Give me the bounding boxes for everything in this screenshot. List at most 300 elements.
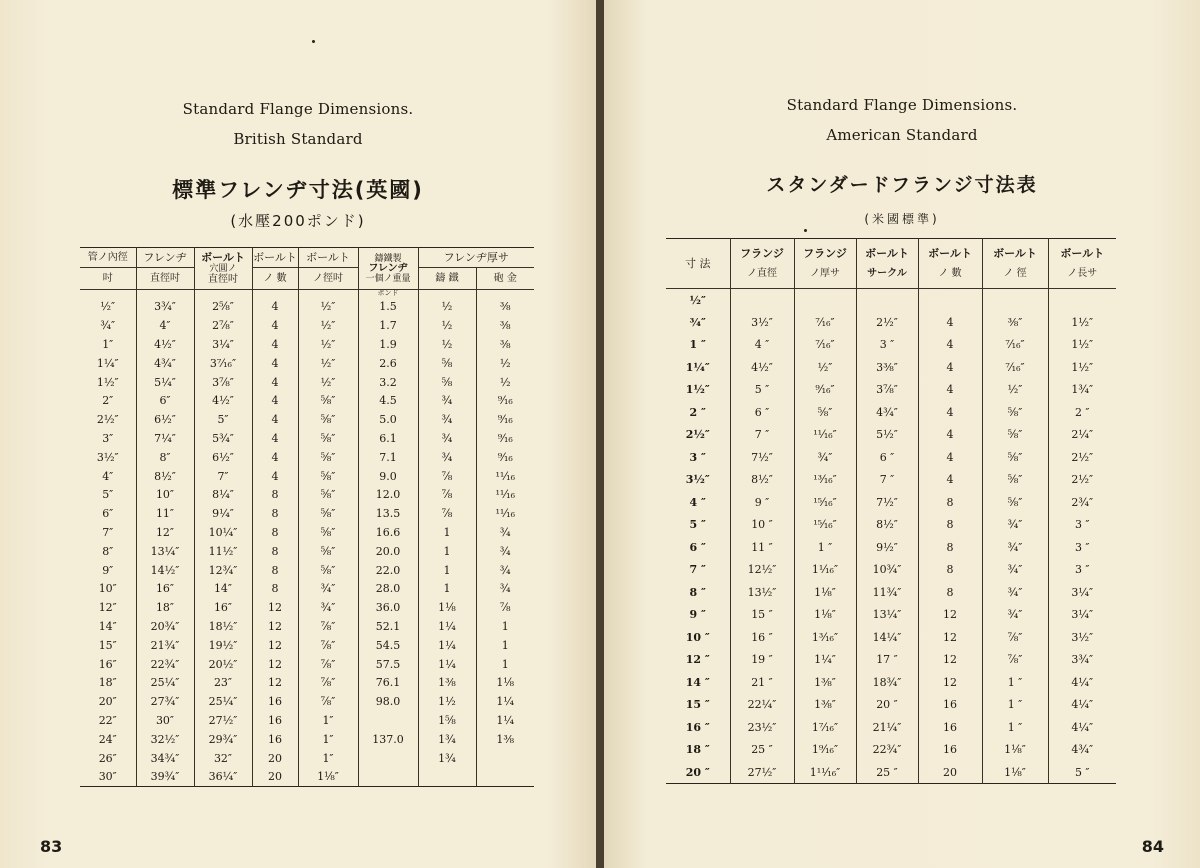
row-size-cell: 1¼″ (80, 354, 136, 373)
table-cell: 21¾″ (136, 636, 194, 655)
table-row (80, 673, 534, 692)
table-cell: 1 (476, 636, 534, 655)
table-cell: 4 (252, 391, 298, 410)
table-cell: ¾″ (982, 514, 1048, 537)
table-row (80, 298, 534, 317)
table-cell: ⅝″ (982, 491, 1048, 514)
table-cell: 3¼″ (1048, 581, 1116, 604)
table-cell: 13½″ (730, 581, 794, 604)
table-cell: 5 ″ (730, 379, 794, 402)
row-size-cell: 15″ (80, 636, 136, 655)
table-cell: 8 (918, 559, 982, 582)
table-cell: 5″ (194, 410, 252, 429)
table-cell: 2.6 (358, 354, 418, 373)
table-cell: ¹³⁄₁₆″ (794, 469, 856, 492)
table-row (666, 446, 1116, 469)
table-cell: 1¼ (476, 711, 534, 730)
british-table-body (80, 290, 534, 787)
header-cast-iron: 鑄 鐵 (418, 268, 476, 290)
table-cell: 3 ″ (856, 334, 918, 357)
table-cell: 8 (252, 579, 298, 598)
table-cell: 14½″ (136, 561, 194, 580)
table-cell (358, 711, 418, 730)
table-cell: 36.0 (358, 598, 418, 617)
table-cell: 12″ (136, 523, 194, 542)
row-size-cell: 22″ (80, 711, 136, 730)
table-cell: 3¼″ (1048, 604, 1116, 627)
table-row (80, 410, 534, 429)
table-row (80, 467, 534, 486)
table-cell (856, 289, 918, 312)
table-cell: 4 (252, 373, 298, 392)
table-cell: 11 ″ (730, 536, 794, 559)
row-size-cell: ¾″ (666, 311, 730, 334)
table-cell: ⅝″ (298, 523, 358, 542)
ink-speck (804, 229, 807, 232)
table-cell: 6½″ (194, 448, 252, 467)
table-cell (358, 749, 418, 768)
american-table-body (666, 289, 1116, 784)
table-row (80, 373, 534, 392)
table-cell: 1″ (298, 730, 358, 749)
left-page (0, 0, 596, 868)
right-country-jp: (米國標準) (864, 212, 940, 226)
header-bolt-circle-bottom: サークル (867, 267, 907, 279)
table-cell: 20 ″ (856, 694, 918, 717)
table-cell: 2¼″ (1048, 424, 1116, 447)
table-row (666, 514, 1116, 537)
row-size-cell: 5 ″ (666, 514, 730, 537)
table-cell: ¾″ (982, 559, 1048, 582)
header-flange-thk (794, 239, 856, 289)
table-row (666, 536, 1116, 559)
table-cell: 1¾ (418, 730, 476, 749)
row-size-cell: 2″ (80, 391, 136, 410)
table-cell: 1⅝ (418, 711, 476, 730)
right-title-en: Standard Flange Dimensions. (786, 96, 1018, 114)
table-cell: ⁹⁄₁₆″ (794, 379, 856, 402)
row-size-cell: 18″ (80, 673, 136, 692)
table-cell: 1½″ (1048, 334, 1116, 357)
header-bolt-circle-mid: 穴圓ノ (209, 263, 237, 274)
table-cell: 1⅜ (476, 730, 534, 749)
table-row (666, 559, 1116, 582)
table-cell: ½ (418, 316, 476, 335)
table-cell: 3¼″ (194, 335, 252, 354)
table-cell: ⅝″ (794, 401, 856, 424)
table-cell: 16 (252, 692, 298, 711)
table-cell: 14″ (194, 579, 252, 598)
page-number-left: 83 (40, 837, 63, 856)
table-cell: 5¼″ (136, 373, 194, 392)
table-cell: 9¼″ (194, 504, 252, 523)
header-weight-bottom: 一個ノ重量 (365, 273, 411, 284)
american-flange-table (666, 238, 1116, 784)
table-cell: 1 ″ (794, 536, 856, 559)
table-cell: 12 (252, 636, 298, 655)
table-cell: ¹¹⁄₁₆ (476, 485, 534, 504)
table-row (666, 289, 1116, 312)
table-cell: 36¼″ (194, 767, 252, 786)
table-cell: 7½″ (856, 491, 918, 514)
row-size-cell: 1½″ (80, 373, 136, 392)
header-bolt-circle-top: ボールト (201, 250, 245, 264)
table-cell: 14¼″ (856, 626, 918, 649)
table-cell: 137.0 (358, 730, 418, 749)
header-flange-dia: フレンヂ (136, 248, 194, 268)
table-cell: 6 ″ (730, 401, 794, 424)
table-cell (794, 289, 856, 312)
table-row (666, 694, 1116, 717)
row-size-cell: ¾″ (80, 316, 136, 335)
table-cell: 4 (252, 298, 298, 317)
table-cell: ⅞″ (298, 673, 358, 692)
table-cell: ⅜″ (982, 311, 1048, 334)
table-cell: 3⁷⁄₁₆″ (194, 354, 252, 373)
table-cell: ¾″ (982, 581, 1048, 604)
table-cell: 4¾″ (136, 354, 194, 373)
table-cell: 2½″ (1048, 446, 1116, 469)
table-cell: 3⅞″ (856, 379, 918, 402)
table-cell: 8 (252, 542, 298, 561)
header-bolt-len (1048, 239, 1116, 289)
header-bolt-dia-bottom: ノ 徑 (1003, 267, 1027, 279)
table-cell: 39¾″ (136, 767, 194, 786)
header-weight-top: 鑄鐵製 (374, 253, 402, 264)
table-cell: 12¾″ (194, 561, 252, 580)
table-cell: 8 (252, 561, 298, 580)
table-cell: 25¼″ (194, 692, 252, 711)
header-gunmetal: 砲 金 (476, 268, 534, 290)
table-cell: ¾ (476, 561, 534, 580)
table-cell: 16 ″ (730, 626, 794, 649)
table-row (80, 636, 534, 655)
table-cell: 16″ (136, 579, 194, 598)
table-cell: 7 ″ (730, 424, 794, 447)
table-cell: 1 (418, 523, 476, 542)
table-cell: 1 ″ (982, 694, 1048, 717)
table-cell: 3⅜″ (856, 356, 918, 379)
table-cell: 4 (252, 335, 298, 354)
table-cell: ¹¹⁄₁₆″ (794, 424, 856, 447)
table-cell: 25 ″ (730, 739, 794, 762)
table-cell: 20 (918, 761, 982, 784)
table-cell: 1⅜ (418, 673, 476, 692)
table-cell: 4 (918, 356, 982, 379)
table-cell: ¾ (418, 410, 476, 429)
table-cell: 27¾″ (136, 692, 194, 711)
table-cell: 52.1 (358, 617, 418, 636)
table-cell: 9 ″ (730, 491, 794, 514)
table-row (80, 579, 534, 598)
table-cell: 1¼ (476, 692, 534, 711)
table-cell: ¾ (476, 579, 534, 598)
table-row (666, 649, 1116, 672)
table-cell: 4 (918, 446, 982, 469)
row-size-cell: 4 ″ (666, 491, 730, 514)
table-cell: 4″ (136, 316, 194, 335)
table-cell: 1⁹⁄₁₆″ (794, 739, 856, 762)
table-cell: 2½″ (856, 311, 918, 334)
table-cell: 20½″ (194, 655, 252, 674)
table-cell: 6½″ (136, 410, 194, 429)
row-size-cell: 9″ (80, 561, 136, 580)
row-size-cell: 3½″ (80, 448, 136, 467)
table-cell: ⅞″ (298, 617, 358, 636)
table-row (80, 730, 534, 749)
table-row (666, 379, 1116, 402)
book-gutter (596, 0, 604, 868)
header-weight-mid: フレンヂ (368, 262, 408, 274)
table-cell: 12 (918, 626, 982, 649)
row-size-cell: 10 ″ (666, 626, 730, 649)
row-size-cell: 1 ″ (666, 334, 730, 357)
table-row (666, 491, 1116, 514)
table-cell: 4 (252, 316, 298, 335)
table-cell: 8½″ (136, 467, 194, 486)
table-row (80, 448, 534, 467)
table-row (80, 391, 534, 410)
table-cell: 1⅛″ (794, 604, 856, 627)
header-bolt-dia-top: ボールト (993, 246, 1037, 260)
table-cell: ½″ (298, 373, 358, 392)
table-cell: 15 ″ (730, 604, 794, 627)
table-cell: 12 (918, 671, 982, 694)
table-cell: ½ (418, 298, 476, 317)
table-cell: ⁹⁄₁₆ (476, 448, 534, 467)
table-row (80, 617, 534, 636)
table-cell: 16 (918, 739, 982, 762)
table-cell: 57.5 (358, 655, 418, 674)
row-size-cell: 10″ (80, 579, 136, 598)
table-row (666, 581, 1116, 604)
table-cell: 11″ (136, 504, 194, 523)
table-cell: ¹⁵⁄₁₆″ (794, 491, 856, 514)
table-cell: 4¼″ (1048, 694, 1116, 717)
table-cell: 1¹⁄₁₆″ (794, 559, 856, 582)
table-row (666, 626, 1116, 649)
table-cell: ⅞″ (298, 655, 358, 674)
table-row (80, 523, 534, 542)
table-cell: 4 (918, 334, 982, 357)
row-size-cell: 12 ″ (666, 649, 730, 672)
table-cell: 1″ (298, 711, 358, 730)
table-cell: 1 (418, 579, 476, 598)
row-size-cell: 3 ″ (666, 446, 730, 469)
table-cell: 28.0 (358, 579, 418, 598)
table-row (666, 739, 1116, 762)
table-cell: 29¾″ (194, 730, 252, 749)
table-cell: ⅝″ (298, 429, 358, 448)
left-title-jp: 標準フレンヂ寸法(英國) (172, 178, 424, 202)
header-bolt-count-top: ボールト (928, 246, 972, 260)
row-size-cell: 1¼″ (666, 356, 730, 379)
table-cell: 3¾″ (136, 298, 194, 317)
table-cell: ⁹⁄₁₆ (476, 410, 534, 429)
table-cell: 3¾″ (1048, 649, 1116, 672)
table-cell: 8½″ (856, 514, 918, 537)
table-cell: 1¹¹⁄₁₆″ (794, 761, 856, 784)
table-cell: 1½″ (1048, 356, 1116, 379)
header-bolt-circle (856, 239, 918, 289)
table-cell: ¹⁵⁄₁₆″ (794, 514, 856, 537)
table-cell: ⅝″ (298, 448, 358, 467)
header-flange-unit: 直徑吋 (136, 268, 194, 290)
table-cell (730, 289, 794, 312)
table-cell: 8 (918, 536, 982, 559)
table-cell: ⅝″ (298, 391, 358, 410)
table-cell: ⅞ (418, 504, 476, 523)
table-cell: 20¾″ (136, 617, 194, 636)
table-cell: 18¾″ (856, 671, 918, 694)
table-cell: 6 ″ (856, 446, 918, 469)
table-row (666, 671, 1116, 694)
header-flange-dia (730, 239, 794, 289)
header-bolt-len-top: ボールト (1060, 246, 1105, 260)
table-cell: 4½″ (730, 356, 794, 379)
table-cell: ⅞ (418, 485, 476, 504)
table-cell: 12 (918, 604, 982, 627)
row-size-cell: 2½″ (80, 410, 136, 429)
right-page (604, 0, 1200, 868)
row-size-cell: 4″ (80, 467, 136, 486)
table-cell: 1½″ (1048, 311, 1116, 334)
table-cell: 3½″ (1048, 626, 1116, 649)
header-flange-thk-top: フランジ (803, 246, 847, 260)
table-row (80, 316, 534, 335)
header-bolt-len-bottom: ノ長サ (1067, 267, 1098, 279)
row-size-cell: 8″ (80, 542, 136, 561)
header-bolt-count-unit: ノ 數 (252, 268, 298, 290)
table-cell: 4¼″ (1048, 671, 1116, 694)
table-cell: ½″ (298, 298, 358, 317)
row-size-cell: 2 ″ (666, 401, 730, 424)
table-cell: 5½″ (856, 424, 918, 447)
table-cell: 8 (252, 485, 298, 504)
table-cell: 12 (918, 649, 982, 672)
table-cell: 7¼″ (136, 429, 194, 448)
header-bolt-dia-unit: ノ徑吋 (298, 268, 358, 290)
table-cell: 16 (918, 694, 982, 717)
table-cell: 1¾ (418, 749, 476, 768)
table-cell: 8 (252, 523, 298, 542)
header-bolt-circle (194, 248, 252, 290)
table-cell: 7.1 (358, 448, 418, 467)
table-cell: 27½″ (730, 761, 794, 784)
table-cell: 9½″ (856, 536, 918, 559)
table-cell: 4½″ (136, 335, 194, 354)
table-cell: ⁷⁄₁₆″ (982, 334, 1048, 357)
table-row (80, 655, 534, 674)
table-cell: 11¾″ (856, 581, 918, 604)
table-cell: ½″ (298, 335, 358, 354)
table-cell: 22.0 (358, 561, 418, 580)
row-size-cell: 6 ″ (666, 536, 730, 559)
table-cell: 1⅜″ (794, 671, 856, 694)
table-cell: ¾″ (298, 598, 358, 617)
table-row (666, 424, 1116, 447)
header-bolt-count-bottom: ノ 數 (938, 267, 962, 279)
table-cell: 23″ (194, 673, 252, 692)
header-bolt-count: ボールト (252, 248, 298, 268)
table-cell: 17 ″ (856, 649, 918, 672)
table-cell: 98.0 (358, 692, 418, 711)
table-cell: 4 (918, 424, 982, 447)
row-size-cell: 24″ (80, 730, 136, 749)
table-cell: ⅝ (418, 373, 476, 392)
table-cell (358, 767, 418, 786)
table-cell (476, 749, 534, 768)
table-cell: 1⅛″ (298, 767, 358, 786)
table-cell: 4 (918, 469, 982, 492)
table-cell: 21¼″ (856, 716, 918, 739)
table-cell: 4 (918, 379, 982, 402)
row-size-cell: 14″ (80, 617, 136, 636)
table-cell: ⅝″ (982, 401, 1048, 424)
table-cell: ⅜ (476, 316, 534, 335)
table-cell: 6″ (136, 391, 194, 410)
table-cell: ⅞″ (982, 649, 1048, 672)
row-size-cell: 6″ (80, 504, 136, 523)
table-cell: 2⅝″ (194, 298, 252, 317)
table-cell: 4 (252, 429, 298, 448)
table-row (666, 716, 1116, 739)
header-flange-dia-bottom: ノ直徑 (747, 267, 777, 279)
row-size-cell: 2½″ (666, 424, 730, 447)
table-cell: 4 (918, 311, 982, 334)
table-row (80, 504, 534, 523)
table-cell: 8 (918, 491, 982, 514)
row-size-cell: ½″ (666, 289, 730, 312)
table-cell: ⅞ (476, 598, 534, 617)
table-cell: ⅞″ (298, 692, 358, 711)
table-cell: ½″ (298, 316, 358, 335)
table-cell: ⅜ (476, 298, 534, 317)
row-size-cell: ½″ (80, 298, 136, 317)
table-cell: 20 (252, 767, 298, 786)
row-size-cell: 15 ″ (666, 694, 730, 717)
table-cell: 34¾″ (136, 749, 194, 768)
table-cell: ½″ (298, 354, 358, 373)
table-cell: ⅞″ (298, 636, 358, 655)
row-size-cell: 3″ (80, 429, 136, 448)
row-size-cell: 9 ″ (666, 604, 730, 627)
table-cell: 2½″ (1048, 469, 1116, 492)
table-cell: 8″ (136, 448, 194, 467)
header-thickness: フレンヂ厚サ (418, 248, 534, 268)
row-size-cell: 12″ (80, 598, 136, 617)
header-pipe-unit: 吋 (80, 268, 136, 290)
weight-unit-label: ポンド (358, 290, 418, 298)
table-cell: 1 (418, 542, 476, 561)
table-cell: 54.5 (358, 636, 418, 655)
table-cell: 9.0 (358, 467, 418, 486)
table-cell: 1³⁄₁₆″ (794, 626, 856, 649)
table-row (80, 767, 534, 786)
table-cell: 32″ (194, 749, 252, 768)
table-cell: 2 ″ (1048, 401, 1116, 424)
table-cell: 1 ″ (982, 671, 1048, 694)
table-cell: ⅝″ (298, 561, 358, 580)
table-cell: 10¼″ (194, 523, 252, 542)
table-cell (476, 767, 534, 786)
table-cell: 16.6 (358, 523, 418, 542)
table-cell: 16 (252, 711, 298, 730)
table-cell: 16 (252, 730, 298, 749)
table-cell: ⅝″ (298, 504, 358, 523)
row-size-cell: 7″ (80, 523, 136, 542)
table-row (80, 429, 534, 448)
